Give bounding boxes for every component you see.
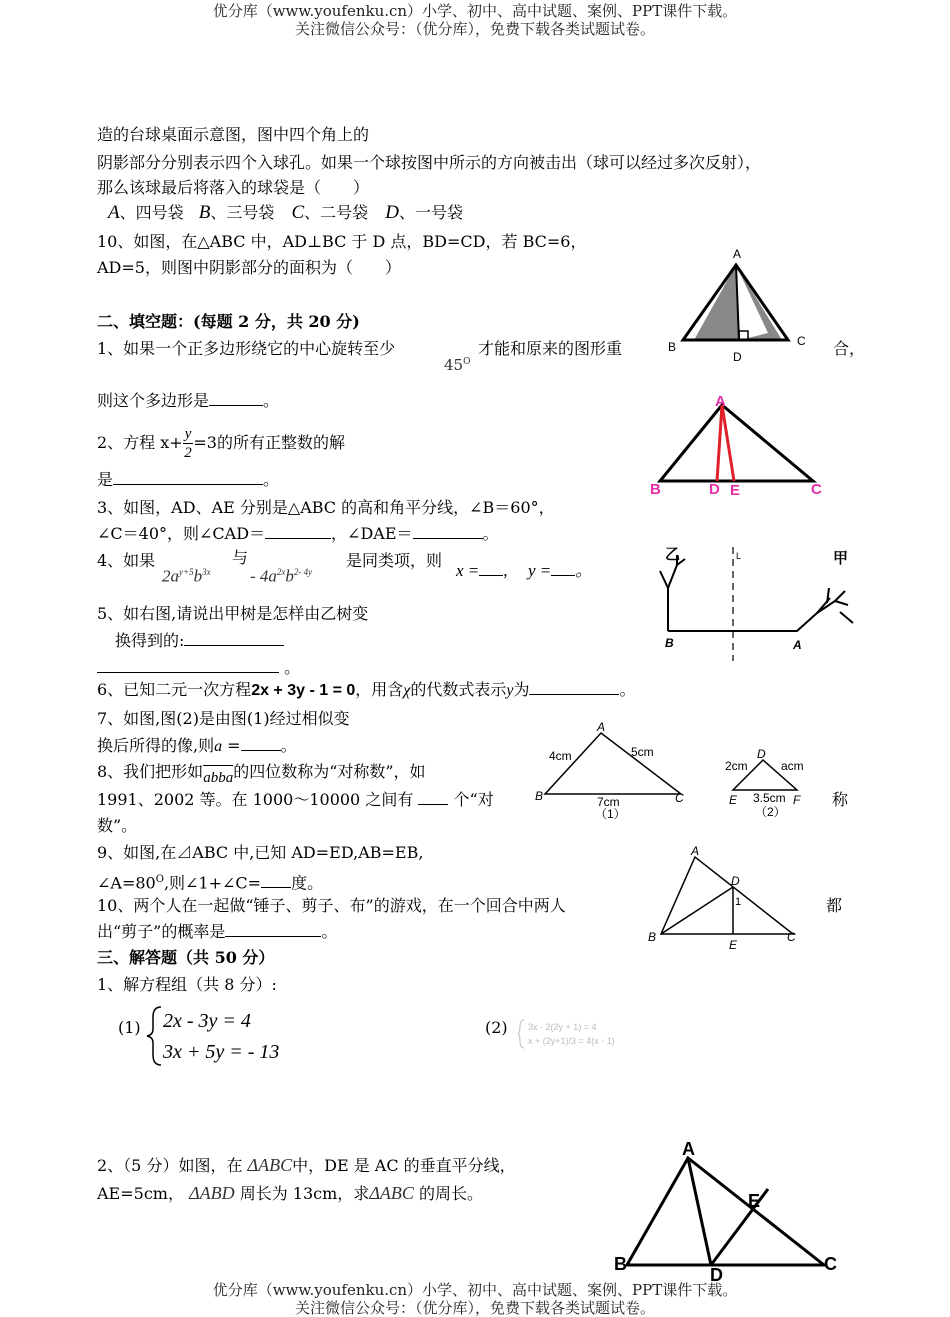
s2-q9-line2	[97, 870, 323, 893]
q6-text1: 6、已知二元一次方程	[97, 680, 252, 699]
q2-abd: ΔABD	[189, 1183, 235, 1203]
q7-a: a	[214, 738, 223, 755]
q6-end: 。	[619, 680, 636, 699]
triangle-abc	[661, 857, 793, 934]
s3-q1-eq2: 3x + 5y = - 13	[163, 1041, 280, 1063]
q2-text2: =3的所有正整数的解	[193, 433, 345, 452]
fig1-c: C	[675, 791, 684, 805]
q1-line2-text: 则这个多边形是	[97, 391, 210, 410]
answer-blank-dae[interactable]	[413, 524, 483, 539]
q8-text-b: 个“对	[453, 790, 494, 809]
q9-text-a: ∠A=80	[97, 873, 156, 893]
q2-text-a: AE=5cm，	[97, 1184, 184, 1203]
option-d-text: 、一号袋	[398, 203, 463, 222]
s2-q5-line3	[97, 658, 300, 678]
fig2-caption: （2）	[755, 805, 786, 819]
s2-q9-line1: 9、如图,在⊿ABC 中,已知 AD=ED,AB=EB,	[97, 843, 424, 862]
q4-end: 。	[575, 561, 593, 580]
answer-blank[interactable]	[209, 391, 263, 406]
fig2-de: 2cm	[725, 759, 748, 773]
q9-line2: 阴影部分分别表示四个入球孔。如果一个球按图中所示的方向被击出（球可以经过多次反射），	[97, 153, 762, 172]
q9-options	[108, 203, 463, 223]
s2-q4-text2: 是同类项，则	[346, 551, 443, 570]
header-line2: 关注微信公众号：（优分库），免费下载各类试题试卷。	[294, 20, 655, 38]
label-c: C	[811, 481, 822, 498]
answer-blank[interactable]	[261, 873, 291, 888]
s2-q1-text2: 才能和原来的图形重	[478, 339, 623, 358]
fig2-e: E	[729, 793, 738, 807]
label-e: E	[729, 938, 738, 952]
q9-text-b: ,则∠1+∠C=	[163, 873, 262, 893]
fig1-bc: 7cm	[597, 795, 620, 809]
label-b: B	[650, 481, 661, 498]
ground-line	[668, 598, 830, 631]
label-a: A	[715, 393, 726, 410]
term1-b: b	[193, 566, 203, 586]
q6-text4: 为	[513, 680, 530, 699]
s2-q1-text3: 合，	[833, 339, 866, 358]
q5-line2-text: 换得到的:	[115, 631, 185, 650]
label-jia: 甲	[833, 550, 849, 567]
s2-q3-line1: 3、如图，AD、AE 分别是△ABC 的高和角平分线，∠B＝60°，	[97, 498, 555, 517]
label-b: B	[668, 340, 677, 354]
label-yi: 乙	[665, 546, 681, 563]
q9-line3: 那么该球最后将落入的球袋是（ ）	[97, 178, 370, 197]
label-d: D	[733, 350, 742, 364]
q6-y: y	[506, 682, 514, 699]
s2-q4-x: x = ,	[456, 561, 508, 580]
label-b: B	[614, 1254, 627, 1274]
label-b: B	[665, 636, 674, 650]
s3-q1-p1: (1)	[118, 1018, 141, 1037]
q9-line1: 造的台球桌面示意图，图中四个角上的	[97, 125, 370, 144]
answer-blank[interactable]	[184, 631, 284, 646]
q2-line2-text: 是	[97, 470, 114, 489]
s2-q5-line1: 5、如右图,请说出甲树是怎样由乙树变	[97, 604, 369, 623]
answer-blank[interactable]	[418, 790, 448, 805]
answer-blank-x[interactable]	[479, 565, 503, 576]
s3-q1-text: 1、解方程组（共 8 分）:	[97, 975, 277, 994]
q8-text-a: 1991、2002 等。在 1000～10000 之间有	[97, 790, 414, 809]
s2-q8-line2c: 称	[832, 790, 849, 809]
label-l: L	[736, 551, 742, 561]
label-a: A	[682, 1139, 695, 1159]
s2-q1-line2	[97, 391, 279, 411]
fig1-ab: 4cm	[549, 749, 572, 763]
s2-q4-text1: 4、如果	[97, 551, 156, 570]
s2-q4-y	[528, 561, 592, 581]
label-e: E	[730, 482, 741, 498]
s3-q1-eq1: 2x - 3y = 4	[163, 1010, 251, 1032]
term2-coef: - 4a	[250, 566, 277, 586]
s2-q10-line2	[97, 922, 337, 942]
option-d-letter: D	[385, 202, 399, 223]
s3-q1-p2: (2)	[485, 1018, 508, 1037]
q9-text-c: 度。	[291, 873, 324, 893]
option-a-letter: A	[108, 202, 120, 223]
angle-degree: O	[463, 357, 471, 367]
fig1-b: B	[535, 789, 544, 803]
fraction-y-over-2	[183, 425, 194, 462]
brace-left	[145, 1005, 165, 1067]
label-angle1: 1	[735, 896, 742, 908]
term2-b: b	[285, 566, 294, 586]
term1-exp-b: 3x	[202, 567, 211, 577]
q2-text-c: 的周长。	[418, 1184, 483, 1203]
s2-q2-line1	[97, 420, 345, 466]
s2-q8-line2	[97, 790, 494, 810]
s2-q7-line1: 7、如图,图(2)是由图(1)经过相似变	[97, 709, 350, 728]
q2-text-b: 周长为 13cm，求	[239, 1184, 370, 1203]
fig2-ef: 3.5cm	[753, 791, 786, 805]
angle-value: 45	[444, 356, 464, 374]
option-c-letter: C	[291, 202, 305, 223]
x-equals: x =	[456, 561, 480, 580]
blurry-system-2	[518, 1018, 728, 1052]
figure-triangle-ade	[645, 393, 835, 498]
header-line1: 优分库（www.youfenku.cn）小学、初中、高中试题、案例、PPT课件下载。	[212, 2, 738, 20]
label-a: A	[733, 247, 742, 261]
option-c-text: 、二号袋	[304, 203, 369, 222]
label-c: C	[824, 1254, 837, 1274]
s2-q7-line2	[97, 736, 297, 757]
option-b-text: 、三号袋	[210, 203, 275, 222]
frac-numerator: y	[184, 426, 192, 442]
label-e: E	[748, 1191, 761, 1211]
answer-blank[interactable]	[241, 736, 281, 751]
section2-title: 二、填空题：(每题 2 分，共 20 分)	[97, 312, 360, 331]
s2-q6	[97, 680, 635, 701]
q2-text1: 2、方程 x+	[97, 433, 183, 452]
option-a-text: 、四号袋	[119, 203, 184, 222]
q8-abba-overline: abba	[203, 765, 233, 788]
y-equals: y =	[528, 561, 552, 580]
q8-text1: 8、我们把形如	[97, 762, 204, 781]
term2-exp-b: 2- 4y	[293, 567, 313, 577]
q8-text2: 的四位数称为“对称数”，如	[233, 762, 426, 781]
q3-text-c: 。	[482, 524, 499, 543]
bisector-ae	[722, 405, 734, 481]
answer-blank[interactable]	[529, 680, 619, 695]
label-c: C	[797, 334, 806, 348]
q6-equation: 2x + 3y - 1 = 0	[251, 682, 356, 699]
q7-text-a: 换后所得的像,则	[97, 736, 215, 755]
s3-q2-line2	[97, 1183, 483, 1204]
figure-trees	[655, 543, 855, 663]
term1-exp-a: y+5	[179, 567, 194, 577]
fig2-df: acm	[781, 759, 804, 773]
label-d: D	[731, 874, 740, 888]
footer-line2: 关注微信公众号：（优分库），免费下载各类试题试卷。	[294, 1299, 655, 1317]
frac-denominator: 2	[184, 445, 192, 461]
q2-abc: ΔABC	[247, 1155, 293, 1175]
footer-line1: 优分库（www.youfenku.cn）小学、初中、高中试题、案例、PPT课件下载。	[212, 1281, 738, 1299]
eq3-faint: 3x - 2(2y + 1) = 4	[528, 1022, 597, 1032]
answer-blank[interactable]	[225, 922, 321, 937]
q2-line2-end: 。	[263, 470, 280, 489]
q10-text-a: 出“剪子”的概率是	[97, 922, 226, 941]
answer-blank-cad[interactable]	[265, 524, 331, 539]
s2-q4-term2	[250, 562, 312, 587]
q5-end: 。	[284, 658, 301, 677]
s2-q10-line1-end: 都	[826, 896, 843, 915]
s2-q8-line1	[97, 760, 426, 786]
triangle-abc	[627, 1158, 824, 1265]
q10-line1: 10、如图，在△ABC 中，AD⊥BC 于 D 点，BD=CD，若 BC=6，	[97, 232, 587, 251]
q9-degree: O	[155, 874, 164, 885]
fig1-caption: （1）	[595, 807, 626, 821]
term2-exp-a: 2x	[276, 567, 286, 577]
term1-coef: 2a	[162, 566, 179, 586]
s2-q4-term1	[162, 562, 211, 587]
fig2-f: F	[793, 793, 801, 807]
q1-line2-end: 。	[263, 391, 280, 410]
answer-blank-2[interactable]	[97, 658, 279, 673]
q3-text-a: ∠C＝40°，则∠CAD＝	[97, 524, 266, 543]
s3-q2-line1	[97, 1155, 516, 1176]
figure-perpendicular-bisector	[610, 1135, 845, 1285]
q7-text-c: 。	[280, 736, 297, 755]
q2-text2: 中，DE 是 AC 的垂直平分线，	[292, 1156, 516, 1175]
option-b-letter: B	[198, 202, 211, 223]
q10-line2: AD=5，则图中阴影部分的面积为（ ）	[97, 258, 401, 277]
label-d: D	[710, 1265, 723, 1285]
answer-blank[interactable]	[113, 470, 263, 485]
eq4-faint: x + (2y+1)/3 = 4(x - 1)	[528, 1036, 615, 1046]
fig1-ac: 5cm	[631, 745, 654, 759]
q6-chi: χ	[403, 682, 411, 699]
s2-q1-text1: 1、如果一个正多边形绕它的中心旋转至少	[97, 339, 396, 358]
altitude-ad	[717, 405, 722, 481]
s2-q10-line1: 10、两个人在一起做“锤子、剪子、布”的游戏，在一个回合中两人	[97, 896, 566, 915]
s2-q5-line2	[115, 631, 284, 651]
q3-text-b: ，∠DAE＝	[331, 524, 413, 543]
q10-text-b: 。	[321, 922, 338, 941]
figure-shaded-triangle	[660, 243, 820, 368]
label-d: D	[709, 481, 720, 498]
q7-text-b: =	[222, 736, 241, 755]
q6-text2: ，用含	[355, 680, 404, 699]
triangle-abc	[660, 405, 813, 481]
label-c: C	[787, 930, 796, 944]
answer-blank-y[interactable]	[551, 565, 575, 576]
s2-q4-with: 与	[232, 548, 249, 567]
label-a: A	[691, 844, 700, 858]
section3-title: 三、解答题（共 50 分）	[97, 948, 275, 967]
fig1-a: A	[597, 720, 606, 734]
s2-q8-line3: 数”。	[97, 816, 138, 835]
label-a: A	[793, 638, 802, 652]
q2-abc2: ΔABC	[369, 1183, 414, 1203]
figure-similar-triangles	[535, 718, 865, 823]
q2-text1: 2、（5 分）如图，在	[97, 1156, 243, 1175]
triangle-1	[545, 733, 681, 794]
s2-q1-angle	[444, 352, 470, 375]
q6-text3: 的代数式表示	[410, 680, 507, 699]
fig2-d: D	[757, 747, 766, 761]
label-b: B	[648, 930, 657, 944]
figure-triangle-de	[645, 843, 815, 953]
s2-q2-line2	[97, 470, 279, 490]
s2-q3-line2	[97, 524, 499, 544]
